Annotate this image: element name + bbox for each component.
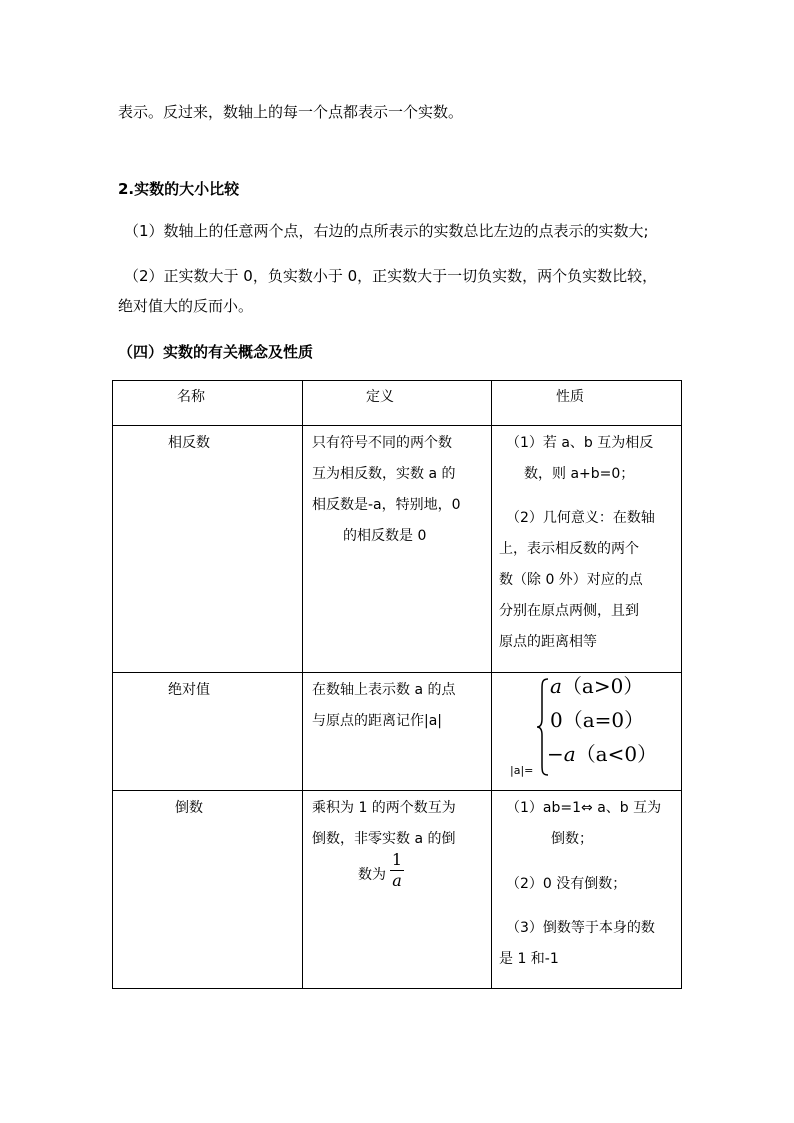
prop-line: 原点的距离相等	[499, 634, 597, 650]
abs-case-2	[550, 708, 645, 732]
section-2-title: 2.实数的大小比较	[118, 180, 240, 198]
def-line: 数为	[358, 867, 386, 883]
prop-line: （2）0 没有倒数；	[506, 876, 627, 892]
section-2-item-1: （1）数轴上的任意两个点，右边的点所表示的实数总比左边的点表示的实数大;	[124, 222, 649, 240]
row-abs-name-cell	[113, 673, 303, 791]
header-property: 性质	[556, 389, 584, 405]
header-cell-definition	[303, 381, 492, 426]
abs-case-1	[550, 674, 644, 698]
row-opposite-name-cell	[113, 426, 303, 673]
def-line: 在数轴上表示数 a 的点	[312, 682, 456, 698]
row-opposite-def-cell	[303, 426, 492, 673]
def-line: 倒数，非零实数 a 的倒	[312, 831, 456, 847]
def-line: 乘积为 1 的两个数互为	[312, 800, 456, 816]
abs-case-3	[547, 742, 658, 766]
abs-case-1-expr: a	[550, 674, 562, 698]
row-abs-prop-cell	[492, 673, 682, 791]
prop-line: 数，则 a+b=0；	[524, 466, 635, 482]
prop-line: 上，表示相反数的两个	[499, 541, 639, 557]
prop-line: 数（除 0 外）对应的点	[499, 572, 643, 588]
def-line: 相反数是-a，特别地，0	[312, 497, 461, 513]
fraction-one-over-a	[390, 851, 404, 890]
header-cell-property	[492, 381, 682, 426]
abs-case-2-cond: （a=0）	[562, 708, 645, 732]
abs-case-3-expr: −a	[547, 742, 576, 766]
table-row	[113, 426, 682, 673]
prop-line: 分别在原点两侧，且到	[499, 603, 639, 619]
row-opposite-name: 相反数	[168, 435, 210, 451]
properties-table	[112, 380, 682, 989]
abs-case-2-expr: 0	[550, 708, 563, 732]
fraction-numerator: 1	[391, 850, 403, 869]
prop-line: （1）若 a、b 互为相反	[506, 435, 654, 451]
row-abs-name: 绝对值	[168, 682, 210, 698]
section-2-item-2-line-1: （2）正实数大于 0，负实数小于 0，正实数大于一切负实数，两个负实数比较，	[124, 267, 658, 285]
def-line: 互为相反数，实数 a 的	[312, 466, 456, 482]
section-4-title: （四）实数的有关概念及性质	[118, 343, 314, 361]
prop-line: 是 1 和-1	[499, 951, 559, 967]
abs-case-1-cond: （a>0）	[561, 674, 644, 698]
table-row	[113, 791, 682, 989]
prop-line: 倒数；	[551, 831, 593, 847]
header-definition: 定义	[366, 389, 394, 405]
abs-formula-prefix: |a|=	[510, 764, 534, 777]
row-reciprocal-name-cell	[113, 791, 303, 989]
section-2-item-2-line-2: 绝对值大的反而小。	[118, 297, 254, 315]
def-line: 与原点的距离记作|a|	[312, 713, 443, 729]
row-reciprocal-name: 倒数	[175, 800, 203, 816]
abs-case-3-cond: （a<0）	[575, 742, 658, 766]
row-reciprocal-prop-cell	[492, 791, 682, 989]
prop-line: （1）ab=1⇔ a、b 互为	[506, 800, 662, 816]
fraction-denominator: a	[392, 871, 402, 890]
prop-line: （3）倒数等于本身的数	[506, 920, 655, 936]
header-cell-name	[113, 381, 303, 426]
header-name: 名称	[177, 389, 205, 405]
def-line: 只有符号不同的两个数	[312, 435, 452, 451]
row-abs-def-cell	[303, 673, 492, 791]
row-reciprocal-def-cell	[303, 791, 492, 989]
intro-line: 表示。反过来，数轴上的每一个点都表示一个实数。	[118, 103, 464, 121]
table-row	[113, 673, 682, 791]
prop-line: （2）几何意义：在数轴	[506, 510, 655, 526]
def-line: 的相反数是 0	[343, 528, 427, 544]
row-opposite-prop-cell	[492, 426, 682, 673]
table-header-row	[113, 381, 682, 426]
